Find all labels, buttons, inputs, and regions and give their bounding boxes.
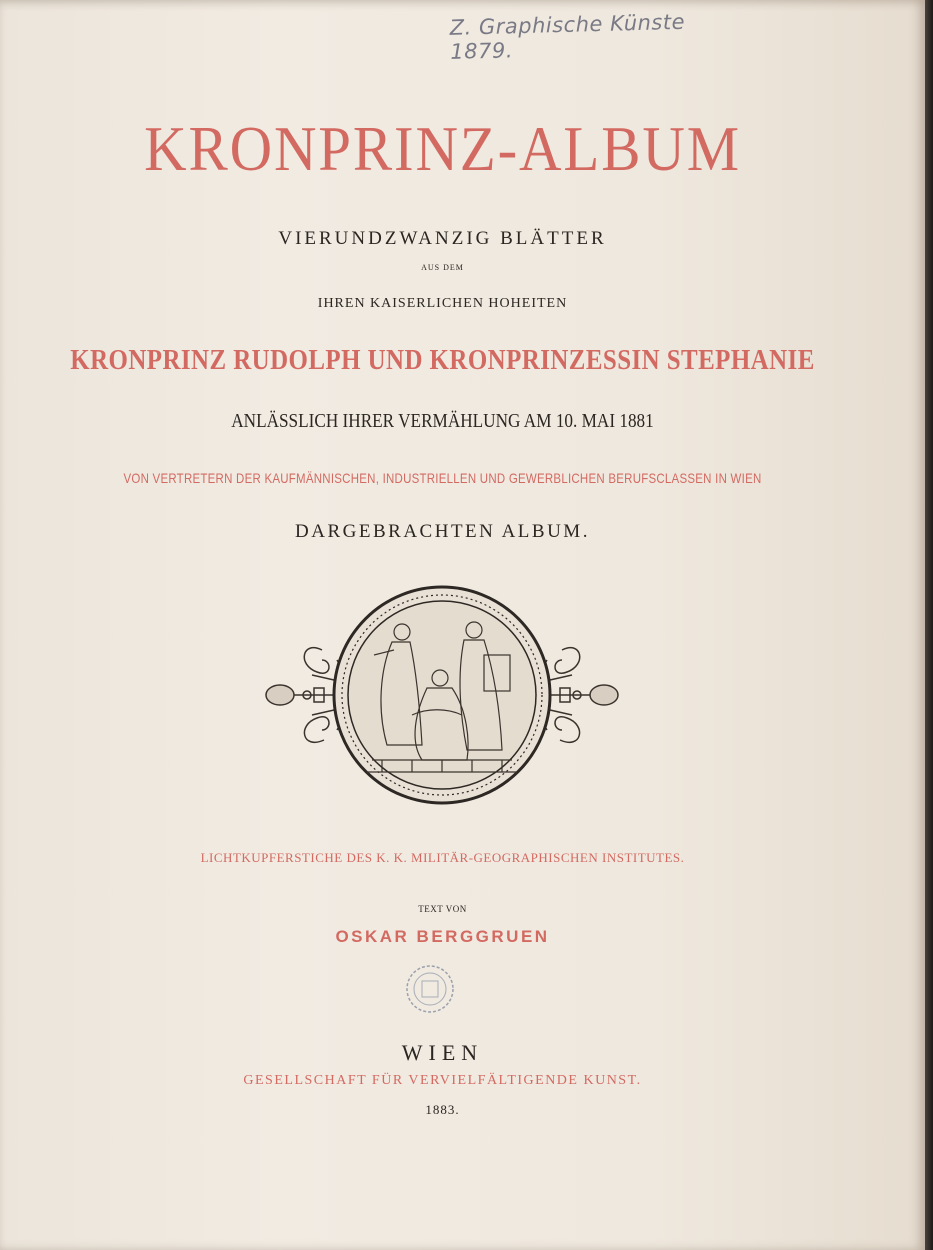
subtitle-line-2: AUS DEM <box>421 263 464 272</box>
publication-year: 1883. <box>425 1102 460 1117</box>
publication-city: WIEN <box>401 1040 484 1065</box>
page-title: KRONPRINZ-ALBUM <box>144 113 741 184</box>
book-edge <box>925 0 933 1250</box>
dedicatee-names: KRONPRINZ RUDOLPH UND KRONPRINZESSIN STEPHANIE <box>70 344 815 376</box>
subtitle-line-3: IHREN KAISERLICHEN HOHEITEN <box>317 296 568 311</box>
text-by-label: TEXT VON <box>418 904 467 914</box>
occasion-line: ANLÄSSLICH IHRER VERMÄHLUNG AM 10. MAI 1881 <box>231 410 654 432</box>
engravings-credit: LICHTKUPFERSTICHE DES K. K. MILITÄR-GEOGRAPHISCHEN INSTITUTES. <box>200 850 685 865</box>
handwritten-note: Z. Graphische Künste 1879. <box>449 9 686 64</box>
library-stamp <box>404 963 456 1015</box>
allegorical-medallion-emblem <box>262 580 622 810</box>
author-name: OSKAR BERGGRUEN <box>335 927 550 946</box>
donors-line: VON VERTRETERN DER KAUFMÄNNISCHEN, INDUSTRIELLEN UND GEWERBLICHEN BERUFSCLASSEN IN WIEN <box>123 470 762 486</box>
subtitle-line-1: VIERUNDZWANZIG BLÄTTER <box>278 228 607 249</box>
album-line: DARGEBRACHTEN ALBUM. <box>295 521 590 542</box>
publisher-name: GESELLSCHAFT FÜR VERVIELFÄLTIGENDE KUNST. <box>243 1073 642 1088</box>
